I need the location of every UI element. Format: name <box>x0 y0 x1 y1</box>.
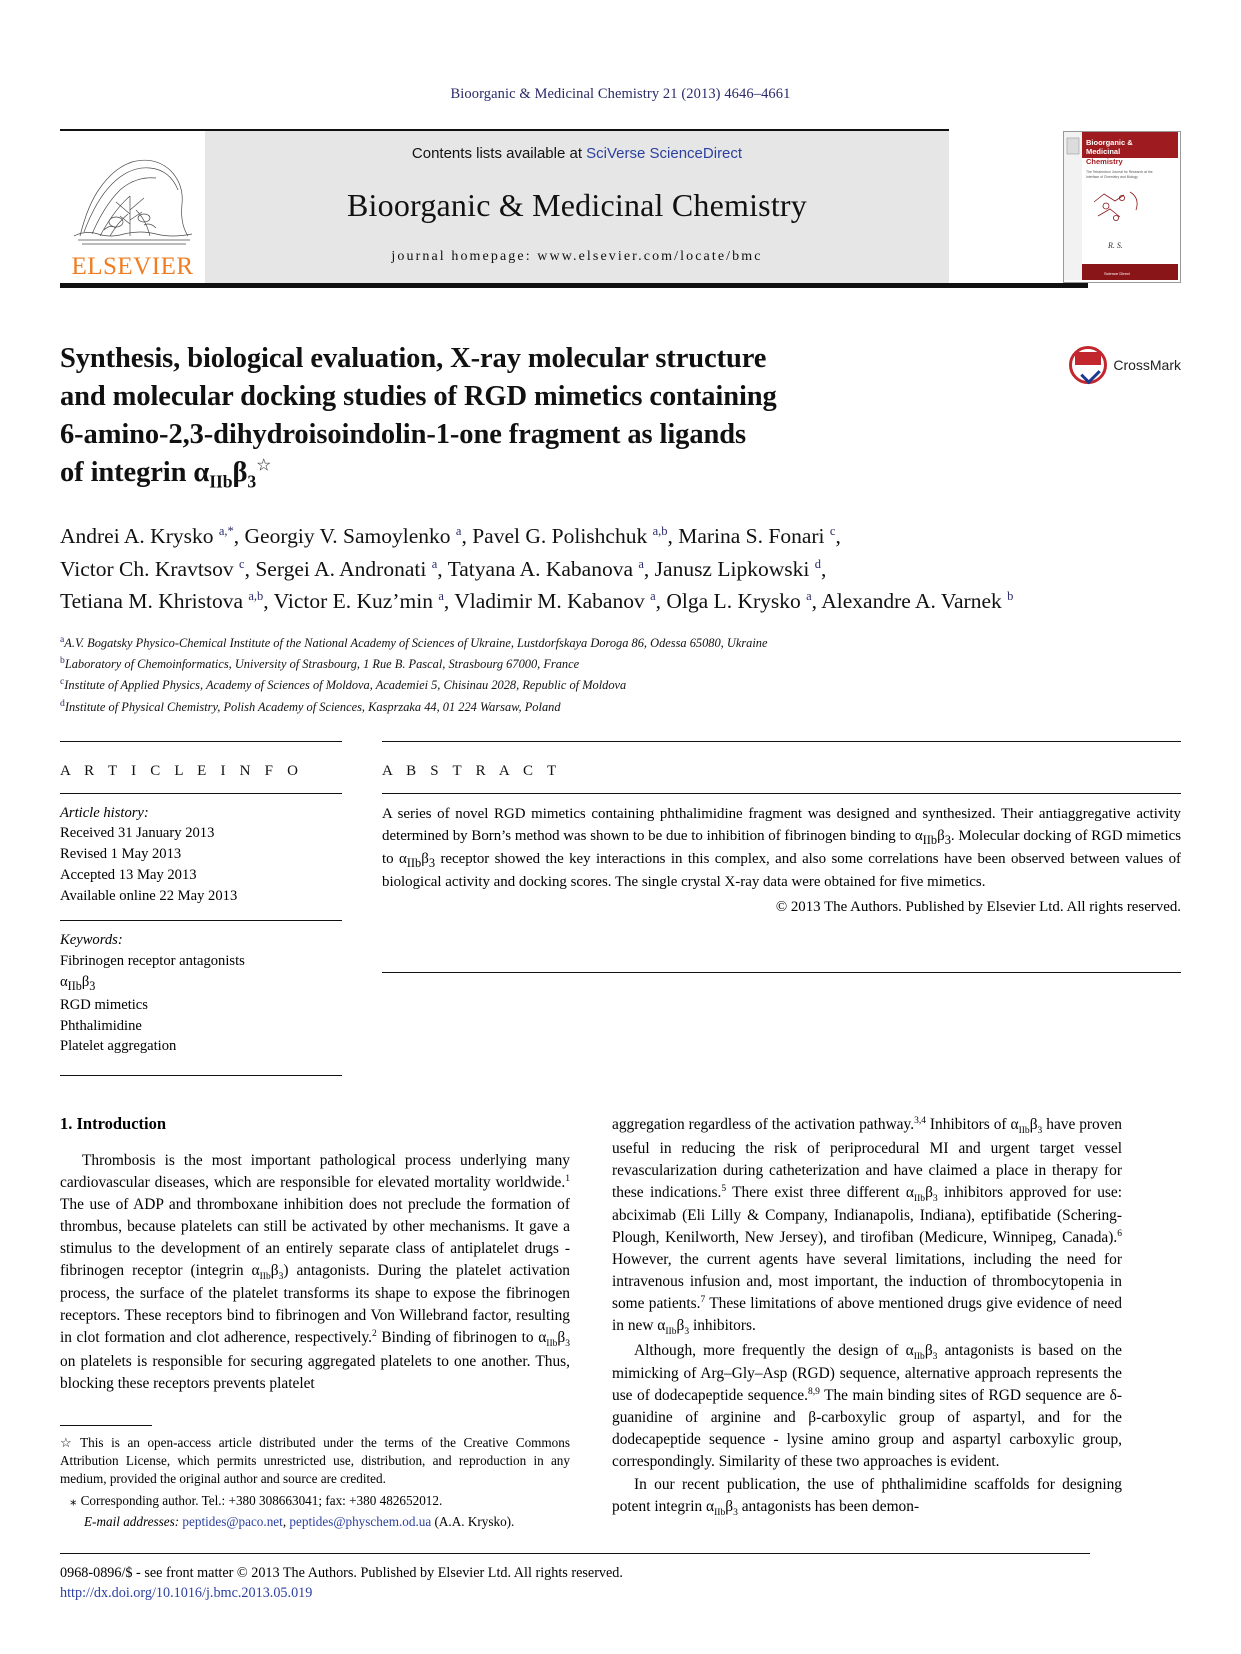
cover-art-icon <box>1064 132 1178 280</box>
footnote-emails <box>60 1513 570 1531</box>
paragraph: In our recent publication, the use of phthalimidine scaffolds for designing potent integrin $\alpha_{IIb}\beta_3$ antagonists has been demon- <box>612 1475 1122 1518</box>
svg-text:R. S.: R. S. <box>1108 241 1123 250</box>
keywords-block <box>60 921 342 1057</box>
keyword-item: Platelet aggregation <box>60 1038 177 1055</box>
footnote-star-symbol: ☆ <box>60 1434 77 1450</box>
crossmark-icon <box>1069 346 1107 384</box>
affil-text: A.V. Bogatsky Physico-Chemical Institute of the National Academy of Sciences of Ukraine, Lustdorfskaya Doroga 86, Odessa 65080, Ukraine <box>64 636 768 650</box>
affil-mark: a <box>60 633 65 645</box>
article-info-column <box>60 741 342 1076</box>
affiliation-item <box>60 653 1181 674</box>
email-link-2[interactable]: peptides@physchem.od.ua <box>289 1514 432 1530</box>
body-columns <box>60 1114 1181 1532</box>
svg-text:The Tetrahedron Journal for Re: The Tetrahedron Journal for Research at the <box>1086 170 1153 174</box>
banner-rule-bottom <box>60 283 1088 288</box>
affil-text: Institute of Applied Physics, Academy of Sciences of Moldova, Academiei 5, Chisinau 2028, Republic of Moldova <box>64 678 627 693</box>
elsevier-logo <box>60 131 205 283</box>
crossmark-label: CrossMark <box>1113 357 1181 373</box>
title-sub-iib: IIb <box>209 471 233 492</box>
elsevier-wordmark: ELSEVIER <box>71 253 194 280</box>
page-footer <box>60 1553 1090 1602</box>
affiliation-item <box>60 632 1181 653</box>
abstract-copyright: © 2013 The Authors. Published by Elsevier Ltd. All rights reserved. <box>775 899 1181 916</box>
elsevier-tree-icon <box>70 144 196 252</box>
affiliation-list <box>60 632 1181 717</box>
author-line-3: Tetiana M. Khristova $^{a,b}$, Victor E. Kuz’min $^a$, Vladimir M. Kabanov $^a$, Olga L. Krysko $^a$, Alexandre A. Varnek $^b$ <box>60 589 1014 614</box>
email-label: E-mail addresses: <box>84 1514 180 1530</box>
affiliation-item <box>60 696 1181 717</box>
article-info-heading: A R T I C L E I N F O <box>60 762 304 779</box>
title-alpha: α <box>193 456 210 488</box>
svg-text:Interface of Chemistry and Bio: Interface of Chemistry and Biology <box>1086 175 1138 179</box>
abstract-column <box>382 741 1181 1076</box>
title-line-2: and molecular docking studies of RGD mimetics containing <box>60 380 777 412</box>
email-author: (A.A. Krysko). <box>431 1514 515 1530</box>
footnote-asterisk-symbol: ⁎ <box>70 1492 77 1508</box>
affil-mark: d <box>60 697 65 709</box>
footnote-block <box>60 1425 570 1532</box>
keyword-item: Fibrinogen receptor antagonists <box>60 953 245 970</box>
title-sub-3: 3 <box>247 471 257 492</box>
crossmark-badge[interactable] <box>1069 346 1181 384</box>
article-history-label: Article history: <box>60 804 149 821</box>
footnote-corresponding <box>60 1492 570 1510</box>
affil-text: Laboratory of Chemoinformatics, University of Strasbourg, 1 Rue B. Pascal, Strasbourg 67000, France <box>64 657 580 672</box>
footer-doi-link[interactable]: http://dx.doi.org/10.1016/j.bmc.2013.05.019 <box>60 1585 313 1601</box>
title-area <box>60 340 1181 494</box>
contents-available-line <box>412 145 742 162</box>
footer-issn-line: 0968-0896/$ - see front matter © 2013 The Authors. Published by Elsevier Ltd. All rights reserved. <box>60 1565 623 1582</box>
affil-mark: b <box>60 655 65 667</box>
affil-mark: c <box>60 676 65 688</box>
keyword-item: Phthalimidine <box>60 1017 142 1034</box>
title-line-3: 6-amino-2,3-dihydroisoindolin-1-one fragment as ligands <box>60 418 746 450</box>
body-column-right <box>612 1114 1122 1532</box>
paragraph: Although, more frequently the design of $\alpha_{IIb}\beta_3$ antagonists is based on the mimicking of Arg–Gly–Asp (RGD) sequence, alternative approach represents the use of dodecapeptide sequence.$^{8,9}$ The main binding sites of RGD sequence are δ-guanidine of arginine and β-carboxylic group of aspartyl, and for the dodecapeptide sequence - lysine amino group and aspartyl carboxylic group, correspondingly. Similarity of these two approaches is evident. <box>612 1341 1122 1470</box>
keyword-item: $\alpha_{IIb}\beta_3$ <box>60 973 96 993</box>
history-item: Revised 1 May 2013 <box>60 846 182 863</box>
journal-banner <box>60 129 1181 288</box>
author-line-1: Andrei A. Krysko $^{a,*}$, Georgiy V. Samoylenko $^a$, Pavel G. Polishchuk $^{a,b}$, Marina S. Fonari $^c$, <box>60 523 841 548</box>
footnote-open-access <box>60 1434 570 1489</box>
page-title <box>60 340 920 494</box>
keyword-item: RGD mimetics <box>60 996 148 1013</box>
body-column-left <box>60 1114 570 1532</box>
footnote-open-access-text: This is an open-access article distributed under the terms of the Creative Commons Attribution License, which permits unrestricted use, distribution, and reproduction in any medium, provided the original author and source are credited. <box>60 1434 570 1487</box>
email-separator: , <box>282 1514 290 1530</box>
svg-text:Bioorganic &: Bioorganic & <box>1086 138 1133 147</box>
abstract-rule-bottom <box>382 972 1181 973</box>
paragraph: aggregation regardless of the activation pathway.$^{3,4}$ Inhibitors of $\alpha_{IIb}\beta_3$ have proven useful in reducing the risk of periprocedural MI and urgent target vessel revascularization during catheterization and have claimed a place in therapy for these indications.$^5$ There exist three different $\alpha_{IIb}\beta_3$ inhibitors approved for use: abciximab (Eli Lilly & Company, Indianapolis, Indiana), eptifibatide (Schering-Plough, Kenilworth, New Jersey), and tirofiban (Medicure, Winnipeg, Canada).$^6$ However, the current agents have several limitations, including the need for intravenous infusion and, most important, the induction of thrombocytopenia in some patients.$^7$ These limitations of above mentioned drugs give evidence of need in new $\alpha_{IIb}\beta_3$ inhibitors. <box>612 1115 1122 1338</box>
article-history <box>60 794 342 921</box>
history-item: Accepted 13 May 2013 <box>60 866 197 883</box>
title-line-4-prefix: of integrin <box>60 456 194 488</box>
email-link-1[interactable]: peptides@paco.net <box>182 1514 283 1530</box>
title-beta: β <box>232 456 248 488</box>
section-heading-introduction: 1. Introduction <box>60 1114 167 1134</box>
history-item: Available online 22 May 2013 <box>60 887 238 904</box>
title-footnote-star[interactable]: ☆ <box>256 455 272 475</box>
affiliation-item <box>60 674 1181 695</box>
footer-rule <box>60 1553 1090 1554</box>
article-info-rule-bottom <box>60 1075 342 1076</box>
journal-title: Bioorganic & Medicinal Chemistry <box>347 187 807 223</box>
contents-prefix: Contents lists available at <box>411 145 587 162</box>
sciencedirect-link[interactable]: SciVerse ScienceDirect <box>586 145 743 162</box>
title-line-1: Synthesis, biological evaluation, X-ray molecular structure <box>60 343 767 374</box>
svg-text:Science Direct: Science Direct <box>1104 271 1130 276</box>
journal-cover-thumbnail <box>1063 131 1181 283</box>
history-item: Received 31 January 2013 <box>60 825 215 842</box>
banner-inner <box>60 131 949 283</box>
abstract-text: A series of novel RGD mimetics containing phthalimidine fragment was designed and synthesized. Their antiaggregative activity determined by Born’s method was shown to be due to inhibition of fibrinogen binding to $\alpha_{IIb}\beta_3$. Molecular docking of RGD mimetics to $\alpha_{IIb}\beta_3$ receptor showed the key interactions in this complex, and also some correlations have been observed between values of biological activity and docking scores. The single crystal X-ray data were obtained for five mimetics. <box>382 805 1182 890</box>
keywords-label: Keywords: <box>60 932 123 949</box>
svg-text:Medicinal: Medicinal <box>1086 147 1121 156</box>
paragraph: Thrombosis is the most important pathological process underlying many cardiovascular diseases, which are responsible for elevated mortality worldwide.$^1$ The use of ADP and thromboxane inhibition does not preclude the formation of thrombus, because platelets can still be activated by other mechanisms. It gave a stimulus to the development of an entirely separate class of antiplatelet drugs - fibrinogen receptor (integrin $\alpha_{IIb}\beta_3$) antagonists. During the platelet activation process, the surface of the platelet transforms its shape to expose the fibrinogen receptors. These receptors bind to fibrinogen and Von Willebrand factor, resulting in clot formation and clot adherence, respectively.$^2$ Binding of fibrinogen to $\alpha_{IIb}\beta_3$ on platelets is responsible for securing aggregated platelets to one another. Thus, blocking these receptors prevents platelet <box>60 1152 570 1392</box>
running-head: Bioorganic & Medicinal Chemistry 21 (2013) 4646–4661 <box>450 86 791 102</box>
journal-homepage[interactable]: journal homepage: www.elsevier.com/locate/bmc <box>391 249 763 264</box>
footnote-separator <box>60 1425 152 1426</box>
affil-text: Institute of Physical Chemistry, Polish Academy of Sciences, Kasprzaka 44, 01 224 Warsaw, Poland <box>64 699 561 714</box>
svg-text:Chemistry: Chemistry <box>1086 157 1123 166</box>
footnote-corresponding-text: Corresponding author. Tel.: +380 308663041; fax: +380 482652012. <box>80 1492 443 1508</box>
abstract-heading: A B S T R A C T <box>382 762 562 779</box>
author-line-2: Victor Ch. Kravtsov $^c$, Sergei A. Andronati $^a$, Tatyana A. Kabanova $^a$, Janusz Lipkowski $^d$, <box>60 556 827 581</box>
info-abstract-region <box>60 741 1181 1076</box>
author-list <box>60 520 1095 618</box>
banner-content <box>205 131 949 283</box>
